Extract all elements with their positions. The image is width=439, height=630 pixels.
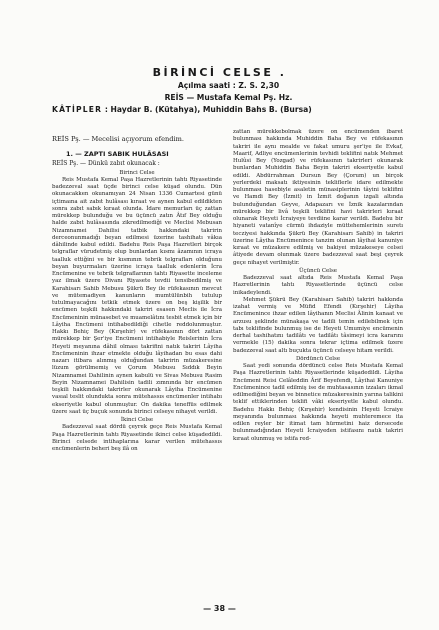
president-name: — Mustafa Kemal Pş. Hz. [186, 93, 293, 102]
president-line [18, 92, 439, 104]
session-subheading: Birinci Celse [119, 169, 155, 176]
president-label: REİS [164, 93, 184, 102]
opening-time: Açılma saati : Z. S. 2,30 [177, 81, 280, 90]
left-text-column [52, 129, 222, 453]
section-heading: 1. — ZAPTI SABIK HULÂSASI [66, 150, 169, 158]
session-subheading: Dördüncü Celse [295, 355, 341, 362]
session-subheading: İkinci Celse [120, 417, 154, 423]
paragraph: REİS Pş. — Dünkü zabıt okunacak : [52, 160, 160, 167]
paragraph: Mehmet Şükrü Bey (Karahisarı Sahib) takriri hakkında izahat vermiş ve Müfid Efendi (Kırşehir) Lâyiha Encümenince ihzar edilen lâyihanın Meclisi Âlinin kanaat ve arzusu şeklinde münakaşa ve tadili temin edilebilmek için tabı teklifinde bulunmuş ise de Heyeti Umumiye encümenin derhal tashihatını tadilâtı ve tadilâtı tâsimeyi icra kararını vermekle (15) dakika sonra tekrar içtima edilmek üzere badezzeval saat altı buçukta üçüncü celseye hitam verildi. [233, 296, 403, 354]
paragraph: REİS Pş. — Mecelisi açıyorum efendim. [52, 135, 184, 143]
paragraph: zattan mürekkebolmak üzere on encümenden ibaret bulunması hakkında Muhiddin Baha Bey ve rüfekasının takriri ile aynı mealde ve fakat umuru şer'iye ile Evkaf, Maarif, Adliye encümenlerinin tevhidi teklifini natık Mehmet Hulûsi Bey (Yozgad) ve rüfekasının takrirleri okunarak bunlardan Muhiddin Baha Beyin takriri ekseriyetle kabul edildi. Abdürrahman Dursun Bey (Çorum) un birçok yerlerdeki maksatı iktiyesinin tekliflerle idare edilmekte bulunması hasebiyle asaletin münasiplerinin tâyini teklifini ve Hamdi Bey (İzmit) in İzmit doğanın izgali altında bulunduğundan Geyve, Adapazarı ve İznik kazalarından mürekkep bir livâ teşkili teklifini havi takrirleri kıraat olunarak Heyeti İcraiyeye tevdiine karar verildi. Badehu bir hiyaneti vatanîye cürmü ihdaziyle müttehemlerinin suretı tecziyesi hakkında Şükrü Bey (Karahisarı Sahib) in takriri üzerine Lâyiha Encümenince tanzim olunan lâyihai kanuniye kıraat ve müzakere edilmiş ve bakiyei müzakeseye celsei âtiyede devam olunmak üzere badezzeval saat beşi çeyrek geçe nihayet verilmiştir. [233, 129, 403, 266]
secretaries-label: KÂTİPLER [52, 105, 103, 114]
session-subheading: Üçüncü Celse [298, 267, 338, 274]
secretaries-names: : Haydar B. (Kütahya), Muhiddin Bahs B. (Bursa) [104, 105, 312, 114]
session-title: BİRİNCİ CELSE . [152, 66, 287, 79]
paragraph: Reis Mustafa Kemal Paşa Hazretlerinin tahtı Riyasetinde badezzeval saat üçde birinci celse küşad olundu. Dün okunacakken okunamıyan 24 Nisan 1336 Cumartesi günü içtimaına ait zabıt hulâsası kıraat ve aynen kabul edildikten sonra zabıt sabık kıraat olunda. İdare memurları üç zattan mürekkep bulunduğu ve bu üçüncü zatın Âtıf Bey olduğu halde zabıt hulâsasında zikredilmediği ve Meclisi Mebusan Nizamnamei Dahilisi tatbik hakkındaki takririn derceonunmadığı beyan edilmesi üzerine tashihatı vâkıa dâhilinde kabul edildi. Badehu Reis Paşa Hazretleri birçok telgraflar vürudetmiş olup bunlardan kısmı âzamının icraya taalluk ettiğini ve bir kısmının tebrik telgrafları olduğunu beyan buyurmaları üzerine icraya taalluk edenlerin İcra Encümenine ve tebrik telgraflarının tahtı Riyasette inceleme yaz ilmak üzere Divanı Riyasete tevdii tensibedilmiş ve Karahisarı Sahib Mebusu Şükrü Bey ile rüfekasının mevcut ve mütemadiyen kanunların mumtülünbih tutulup tutulmayacağını tetkik etmek üzere on beş kişilik bir encümen teşkili hakkındaki takriri esasen Meclis ile İcra Encümeninin münasebet ve muamelâtını tesbit etmek için bir Lâyiha Encümeni intihabedildiği cihetle reddolunmuştur. Hakkı Behiç Bey (Kırşehir) ve rüfekasının dört zattan mürekkep bir Şer'iye Encümeni intihabiyle Reislerinin İcra Heyeti meyanına dâhil olması takrifini natık takriri Lâyiha Encümeninin ihzar etmekte olduğu lâyihadan bu esas dahi nazarı itibara alınmış olduğundan takririn müzakeresine lüzum görülmemiş ve Çorum Mebusu Sıddık Beyin Nizamnamei Dahilinin aynen kabulü ve Sivas Mebusu Rasim Beyin Nizamnamei Dahilisin tadili zımnında bir encümen teşkili hakkındaki takrirler okunarak Lâyiha Encümenine vasıal teslit olundukta sonra mütehassıs encümenler intihabı ekseriyetle kabul olunmuştur. On dakika teneffüs edilmek üzere saat üç buçuk sonunda birinci celseye nihayet verildi. [52, 176, 222, 415]
session-header [0, 66, 439, 116]
secretaries-line [52, 104, 439, 116]
paragraph: Saat yedi sonunda dördüncü celse Reis Mustafa Kemal Paşa Hazretlerinin tahtı Riyasetlerinde küşadedildi. Lâyiha Encümeni Reisi Celâleddin Ârif Beyefendi, Lâyihai Kanuniye Encümenince tadil edilmiş ise de muhtasasının izzaları ikmal edilmediğini beyan ve binnetice müzakeresinin yarına talikini teklif ettiklerinden teklifi vâki ekseriyetle kabul olundu. Badehu Hakkı Behiç (Kırşehir) kendisinin Heyeti İcraiye meyanında bulunması hakkında heyeti muhteremece ita edilen reyler bir itimat tam hürmetini haiz dersecede bulunmadığından Heyeti İcraiyeden istifasını natık takriri kıraat olunmuş ve istifa red- [233, 363, 403, 442]
right-text-column [233, 129, 403, 443]
paragraph: Badezzeval saat altıda Reis Mustafa Kemal Paşa Hazretlerinin tahtı Riyasetlerinde üçüncü celse inikadeylendi. [233, 275, 403, 296]
paragraph: Badezzeval saat dördü çeyrek geçe Reis Mustafa Kemal Paşa Hazretlerinin tahtı Riyasetinde ikinci celse küşadedildi. Birinci celsede intihaplarına karar verilen mütehassıs encümenlerin beheri beş ilâ on [52, 424, 222, 452]
page-number: — 38 — [203, 604, 236, 613]
